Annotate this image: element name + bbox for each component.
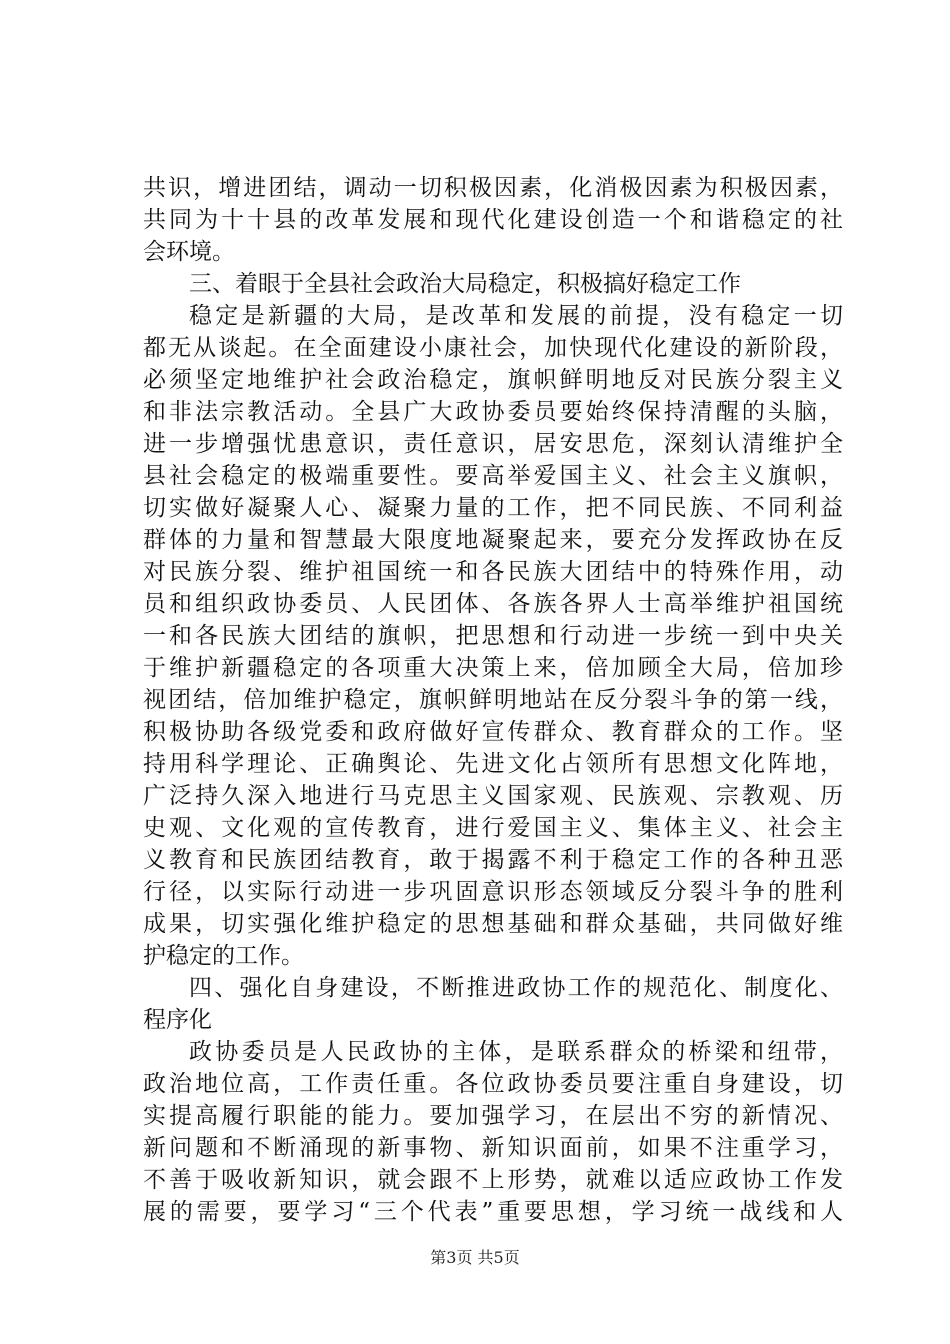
section-heading-4: 四、强化自身建设，不断推进政协工作的规范化、制度化、: [189, 975, 843, 1001]
text-line: 积极协助各级党委和政府做好宣传群众、教育群众的工作。坚: [143, 719, 843, 745]
text-line: 史观、文化观的宣传教育，进行爱国主义、集体主义、社会主: [143, 815, 843, 841]
text-line: 广泛持久深入地进行马克思主义国家观、民族观、宗教观、历: [143, 783, 843, 809]
text-line: 员和组织政协委员、人民团体、各族各界人士高举维护祖国统: [143, 591, 843, 617]
section-heading-3: 三、着眼于全县社会政治大局稳定，积极搞好稳定工作: [189, 271, 741, 297]
text-line: 对民族分裂、维护祖国统一和各民族大团结中的特殊作用，动: [143, 559, 843, 585]
text-line: 成果，切实强化维护稳定的思想基础和群众基础，共同做好维: [143, 911, 843, 937]
text-line: 政治地位高，工作责任重。各位政协委员要注重自身建设，切: [143, 1071, 843, 1097]
text-line: 稳定是新疆的大局，是改革和发展的前提，没有稳定一切: [189, 303, 843, 329]
document-body: [143, 172, 843, 1228]
text-line: 不善于吸收新知识，就会跟不上形势，就难以适应政协工作发: [143, 1167, 843, 1193]
text-line: 都无从谈起。在全面建设小康社会，加快现代化建设的新阶段，: [143, 335, 843, 361]
text-line: 展的需要，要学习“三个代表”重要思想，学习统一战线和人: [143, 1199, 843, 1225]
text-line: 实提高履行职能的能力。要加强学习，在层出不穷的新情况、: [143, 1103, 843, 1129]
text-line: 切实做好凝聚人心、凝聚力量的工作，把不同民族、不同利益: [143, 495, 843, 521]
text-line: 护稳定的工作。: [143, 943, 304, 969]
section-heading-4-cont: 程序化: [143, 1007, 212, 1033]
text-line: 县社会稳定的极端重要性。要高举爱国主义、社会主义旗帜，: [143, 463, 843, 489]
text-line: 必须坚定地维护社会政治稳定，旗帜鲜明地反对民族分裂主义: [143, 367, 843, 393]
text-line: 新问题和不断涌现的新事物、新知识面前，如果不注重学习，: [143, 1135, 843, 1161]
text-line: 共识，增进团结，调动一切积极因素，化消极因素为积极因素，: [143, 175, 843, 201]
text-line: 持用科学理论、正确舆论、先进文化占领所有思想文化阵地，: [143, 751, 843, 777]
text-line: 一和各民族大团结的旗帜，把思想和行动进一步统一到中央关: [143, 623, 843, 649]
text-line: 视团结，倍加维护稳定，旗帜鲜明地站在反分裂斗争的第一线，: [143, 687, 843, 713]
text-line: 政协委员是人民政协的主体，是联系群众的桥梁和纽带，: [189, 1039, 843, 1065]
text-line: 群体的力量和智慧最大限度地凝聚起来，要充分发挥政协在反: [143, 527, 843, 553]
text-line: 会环境。: [143, 239, 235, 265]
text-line: 进一步增强忧患意识，责任意识，居安思危，深刻认清维护全: [143, 431, 843, 457]
text-line: 和非法宗教活动。全县广大政协委员要始终保持清醒的头脑，: [143, 399, 843, 425]
text-line: 行径，以实际行动进一步巩固意识形态领域反分裂斗争的胜利: [143, 879, 843, 905]
page-number-footer: 第3页 共5页: [430, 1248, 520, 1267]
text-line: 义教育和民族团结教育，敢于揭露不利于稳定工作的各种丑恶: [143, 847, 843, 873]
text-line: 共同为十十县的改革发展和现代化建设创造一个和谐稳定的社: [143, 207, 843, 233]
text-line: 于维护新疆稳定的各项重大决策上来，倍加顾全大局，倍加珍: [143, 655, 843, 681]
